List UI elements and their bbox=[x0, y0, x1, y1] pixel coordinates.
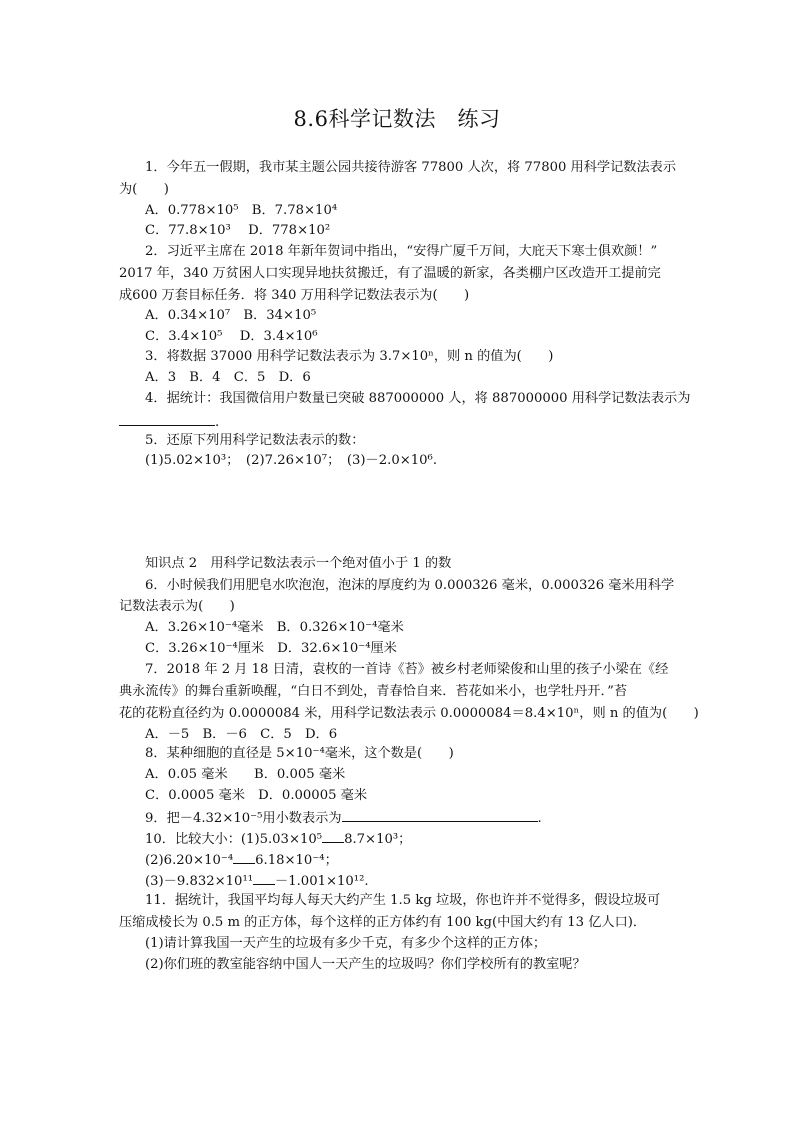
q10-line-1 bbox=[145, 828, 411, 850]
q10-part2-right: 6.18×10⁻⁴； bbox=[255, 853, 338, 868]
q11-part1: (1)请计算我国一天产生的垃圾有多少千克，有多少个这样的正方体； bbox=[145, 936, 547, 951]
q10-part1-right: 8.7×10³； bbox=[344, 832, 412, 847]
q10-part3-right: －1.001×10¹². bbox=[275, 874, 369, 889]
q6-text: 6．小时候我们用肥皂水吹泡泡，泡沫的厚度约为 0.000326 毫米，0.000326 毫米用科学 bbox=[145, 578, 675, 593]
q7-text-cont: 典永流传》的舞台重新唤醒，“白日不到处，青春恰自来．苔花如米小，也学牡丹开．”苔 bbox=[119, 684, 628, 699]
q3-text: 3．将数据 37000 用科学记数法表示为 3.7×10ⁿ，则 n 的值为( ) bbox=[145, 349, 554, 364]
q9-period: . bbox=[537, 811, 542, 826]
q2-text-cont2: 成600 万套目标任务．将 340 万用科学记数法表示为( ) bbox=[119, 288, 470, 303]
q2-options-cd: C．3.4×10⁵ D．3.4×10⁶ bbox=[145, 329, 318, 344]
q4-answer-blank[interactable] bbox=[119, 411, 215, 426]
q7-options: A．－5 B．－6 C．5 D．6 bbox=[145, 727, 338, 742]
q7-text-cont2: 花的花粉直径约为 0.0000084 米，用科学记数法表示 0.0000084＝8.4×10ⁿ，则 n 的值为( ) bbox=[119, 706, 699, 721]
q10-part1-blank[interactable] bbox=[322, 828, 344, 843]
q1-text: 1．今年五一假期，我市某主题公园共接待游客 77800 人次，将 77800 用科学记数法表示 bbox=[145, 160, 677, 175]
q4-answer-line[interactable] bbox=[119, 411, 219, 433]
q9-line bbox=[145, 807, 542, 829]
q8-text: 8．某种细胞的直径是 5×10⁻⁴毫米，这个数是( ) bbox=[145, 746, 454, 761]
q10-part3-left: (3)－9.832×10¹¹ bbox=[145, 874, 254, 889]
q4-text: 4．据统计：我国微信用户数量已突破 887000000 人，将 887000000 用科学记数法表示为 bbox=[145, 391, 691, 406]
q10-part2-left: (2)6.20×10⁻⁴ bbox=[145, 853, 234, 868]
q9-text: 9．把－4.32×10⁻⁵用小数表示为 bbox=[145, 811, 342, 826]
q3-options: A．3 B．4 C．5 D．6 bbox=[145, 370, 311, 385]
q8-options-cd: C．0.0005 毫米 D．0.00005 毫米 bbox=[145, 788, 368, 803]
q11-text-cont: 压缩成棱长为 0.5 m 的正方体，每个这样的正方体约有 100 kg(中国大约有 13 亿人口)． bbox=[119, 915, 647, 930]
q6-text-cont: 记数法表示为( ) bbox=[119, 599, 235, 614]
q9-answer-blank[interactable] bbox=[342, 807, 538, 822]
q7-text: 7．2018 年 2 月 18 日清，袁枚的一首诗《苔》被乡村老师梁俊和山里的孩子小梁在《经 bbox=[145, 662, 669, 677]
q5-text: 5．还原下列用科学记数法表示的数： bbox=[145, 433, 365, 448]
q10-part1-left: 10．比较大小：(1)5.03×10⁵ bbox=[145, 832, 323, 847]
q10-line-3 bbox=[145, 870, 369, 892]
q10-line-2 bbox=[145, 849, 338, 871]
q2-options-ab: A．0.34×10⁷ B．34×10⁵ bbox=[145, 308, 317, 323]
q11-text: 11．据统计，我国平均每人每天大约产生 1.5 kg 垃圾，你也许并不觉得多，假设垃圾可 bbox=[145, 893, 661, 908]
q2-text-cont: 2017 年，340 万贫困人口实现异地扶贫搬迁，有了温暖的新家，各类棚户区改造开工提前完 bbox=[119, 266, 661, 281]
q1-options-ab: A．0.778×10⁵ B．7.78×10⁴ bbox=[145, 203, 338, 218]
q1-options-cd: C．77.8×10³ D．778×10² bbox=[145, 223, 331, 238]
q8-options-ab: A．0.05 毫米 B．0.005 毫米 bbox=[145, 767, 346, 782]
q11-part2: (2)你们班的教室能容纳中国人一天产生的垃圾吗？你们学校所有的教室呢？ bbox=[145, 957, 586, 972]
q5-items: (1)5.02×10³； (2)7.26×10⁷； (3)－2.0×10⁶. bbox=[145, 453, 438, 468]
q2-text: 2．习近平主席在 2018 年新年贺词中指出，“安得广厦千万间，大庇天下寒士俱欢颜！” bbox=[145, 244, 658, 259]
q1-text-cont: 为( ) bbox=[119, 182, 169, 197]
q10-part2-blank[interactable] bbox=[233, 849, 255, 864]
q6-options-cd: C．3.26×10⁻⁴厘米 D．32.6×10⁻⁴厘米 bbox=[145, 641, 397, 656]
knowledge-point-2: 知识点 2 用科学记数法表示一个绝对值小于 1 的数 bbox=[145, 556, 452, 571]
q4-period: . bbox=[215, 415, 220, 430]
page-title: 8.6科学记数法 练习 bbox=[293, 107, 501, 131]
q6-options-ab: A．3.26×10⁻⁴毫米 B．0.326×10⁻⁴毫米 bbox=[145, 620, 404, 635]
q10-part3-blank[interactable] bbox=[253, 870, 275, 885]
